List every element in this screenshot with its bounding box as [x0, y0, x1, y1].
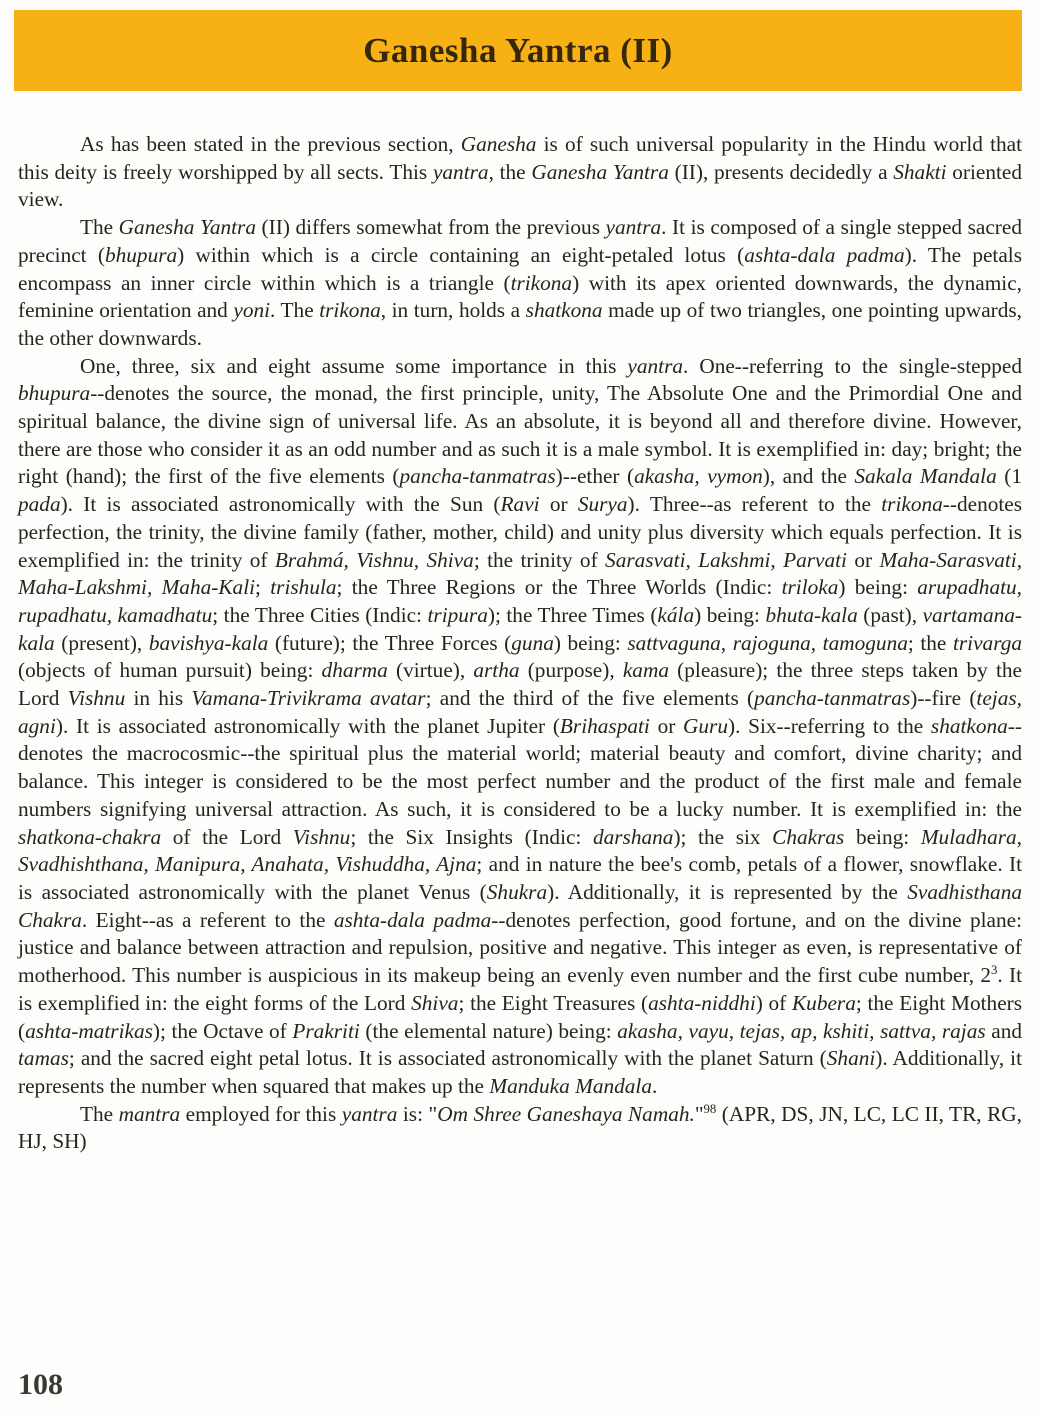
paragraph-mantra: The mantra employed for this yantra is: "Om Shree Ganeshaya Namah."$^{98}$ (APR, DS, JN, LC, LC II, TR, RG, HJ, SH) [18, 1101, 1023, 1154]
page-title: Ganesha Yantra (II) [363, 30, 673, 70]
section-header-banner [14, 10, 1022, 91]
paragraph-number-symbolism: One, three, six and eight assume some importance in this yantra. One--referring to the single-stepped bhupura--denotes the source, the monad, the first principle, unity, The Absolute One and the Primordial One and spiritual balance, the divine sign of universal life. As an absolute, it is beyond all and therefore divine. However, there are those who consider it as an odd number and as such it is a male symbol. It is exemplified in: day; bright; the right (hand); the first of the five elements (pancha-tanmatras)--ether (akasha, vymon), and the Sakala Mandala (1 pada). It is associated astronomically with the Sun (Ravi or Surya). Three--as referent to the trikona--denotes perfection, the trinity, the divine family (father, mother, child) and unity plus diversity which equals perfection. It is exemplified in: the trinity of Brahmá, Vishnu, Shiva; the trinity of Sarasvati, Lakshmi, Parvati or Maha-Sarasvati, Maha-Lakshmi, Maha-Kali; trishula; the Three Regions or the Three Worlds (Indic: triloka) being: arupadhatu, rupadhatu, kamadhatu; the Three Cities (Indic: tripura); the Three Times (kála) being: bhuta-kala (past), vartamana-kala (present), bavishya-kala (future); the Three Forces (guna) being: sattvaguna, rajoguna, tamoguna; the trivarga (objects of human pursuit) being: dharma (virtue), artha (purpose), kama (pleasure); the three steps taken by the Lord Vishnu in his Vamana-Trivikrama avatar; and the third of the five elements (pancha-tanmatras)--fire (tejas, agni). It is associated astronomically with the planet Jupiter (Brihaspati or Guru). Six--referring to the shatkona--denotes the macrocosmic--the spiritual plus the material world; material beauty and comfort, divine charity; and balance. This integer is considered to be the most perfect number and the product of the first male and female numbers signifying universal attraction. As such, it is considered to be a lucky number. It is exemplified in: the shatkona-chakra of the Lord Vishnu; the Six Insights (Indic: darshana); the six Chakras being: Muladhara, Svadhishthana, Manipura, Anahata, Vishuddha, Ajna; and in nature the bee's comb, petals of a flower, snowflake. It is associated astronomically with the planet Venus (Shukra). Additionally, it is represented by the Svadhisthana Chakra. Eight--as a referent to the ashta-dala padma--denotes perfection, good fortune, and on the divine plane: justice and balance between attraction and repulsion, positive and negative. This integer as even, is representative of motherhood. This number is auspicious in its makeup being an evenly even number and the first cube number, $2^3$. It is exemplified in: the eight forms of the Lord Shiva; the Eight Treasures (ashta-niddhi) of Kubera; the Eight Mothers (ashta-matrikas); the Octave of Prakriti (the elemental nature) being: akasha, vayu, tejas, ap, kshiti, sattva, rajas and tamas; and the sacred eight petal lotus. It is associated astronomically with the planet Saturn (Shani). Additionally, it represents the number when squared that makes up the Manduka Mandala. [18, 353, 1023, 1098]
paragraph-intro: As has been stated in the previous section, Ganesha is of such universal popularity in the Hindu world that this deity is freely worshipped by all sects. This yantra, the Ganesha Yantra (II), presents decidedly a Shakti oriented view. [18, 132, 1022, 212]
body-text [18, 131, 1022, 1156]
paragraph-yantra-structure: The Ganesha Yantra (II) differs somewhat from the previous yantra. It is composed of a single stepped sacred precinct (bhupura) within which is a circle containing an eight-petaled lotus (ashta-dala padma). The petals encompass an inner circle within which is a triangle (trikona) with its apex oriented downwards, the dynamic, feminine orientation and yoni. The trikona, in turn, holds a shatkona made up of two triangles, one pointing upwards, the other downwards. [18, 215, 1023, 350]
page-number: 108 [18, 1368, 63, 1401]
